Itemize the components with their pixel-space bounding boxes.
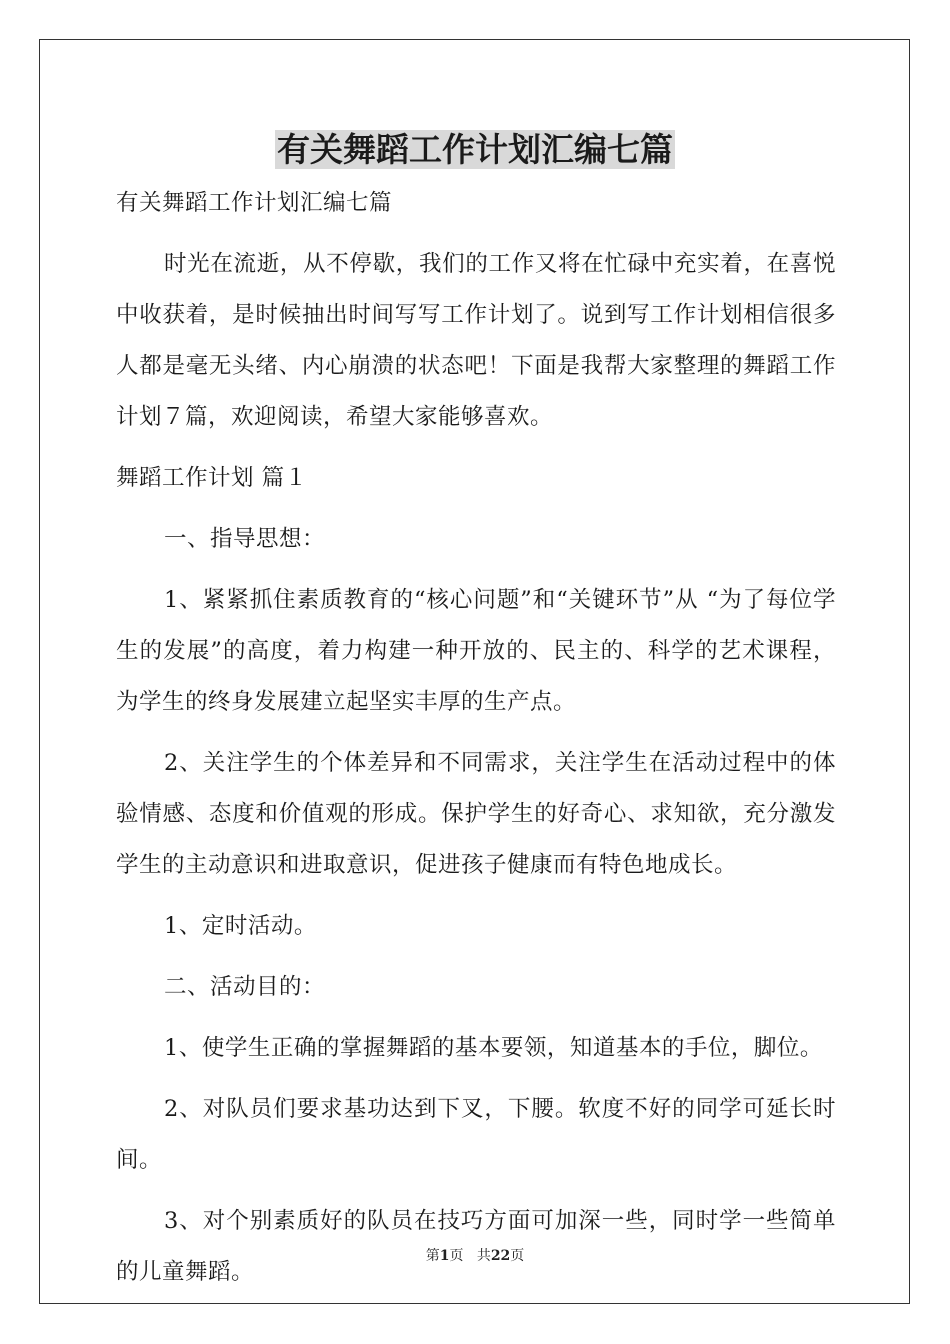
document-body (116, 178, 836, 1308)
document-title-text: 有关舞蹈工作计划汇编七篇 (277, 130, 673, 169)
paragraph-4: 1、紧紧抓住素质教育的“核心问题”和“关键环节”从 “为了每位学生的发展”的高度，着力构建一种开放的、民主的、科学的艺术课程，为学生的终身发展建立起坚实丰厚的生产点。 (116, 587, 836, 715)
paragraph-7: 二、活动目的： (164, 974, 326, 1000)
paragraph-8: 1、使学生正确的掌握舞蹈的基本要领，知道基本的手位，脚位。 (164, 1035, 823, 1061)
footer-total-pages: 22 (490, 1248, 511, 1264)
page-footer (0, 1244, 950, 1268)
paragraph-3: 一、指导思想： (164, 526, 326, 552)
paragraph-1: 时光在流逝，从不停歇，我们的工作又将在忙碌中充实着，在喜悦中收获着，是时候抽出时间写写工作计划了。说到写工作计划相信很多人都是毫无头绪、内心崩溃的状态吧！下面是我帮大家整理的舞蹈工作计划７篇，欢迎阅读，希望大家能够喜欢。 (116, 251, 836, 430)
paragraph-0: 有关舞蹈工作计划汇编七篇 (116, 190, 393, 216)
paragraph-6: 1、定时活动。 (164, 913, 317, 939)
document-title (0, 122, 950, 178)
footer-total-suffix: 页 (510, 1248, 525, 1264)
footer-total-prefix: 共 (476, 1248, 491, 1264)
footer-page-suffix: 页 (449, 1248, 464, 1264)
paragraph-5: 2、关注学生的个体差异和不同需求，关注学生在活动过程中的体验情感、态度和价值观的形成。保护学生的好奇心、求知欲，充分激发学生的主动意识和进取意识，促进孩子健康而有特色地成长。 (116, 750, 836, 878)
paragraph-10: 3、对个别素质好的队员在技巧方面可加深一些，同时学一些简单的儿童舞蹈。 (116, 1208, 836, 1285)
paragraph-2: 舞蹈工作计划 篇１ (116, 465, 308, 491)
footer-prefix: 第 (425, 1248, 440, 1264)
footer-page-number: 1 (439, 1248, 450, 1264)
paragraph-9: 2、对队员们要求基功达到下叉，下腰。软度不好的同学可延长时间。 (116, 1096, 836, 1173)
